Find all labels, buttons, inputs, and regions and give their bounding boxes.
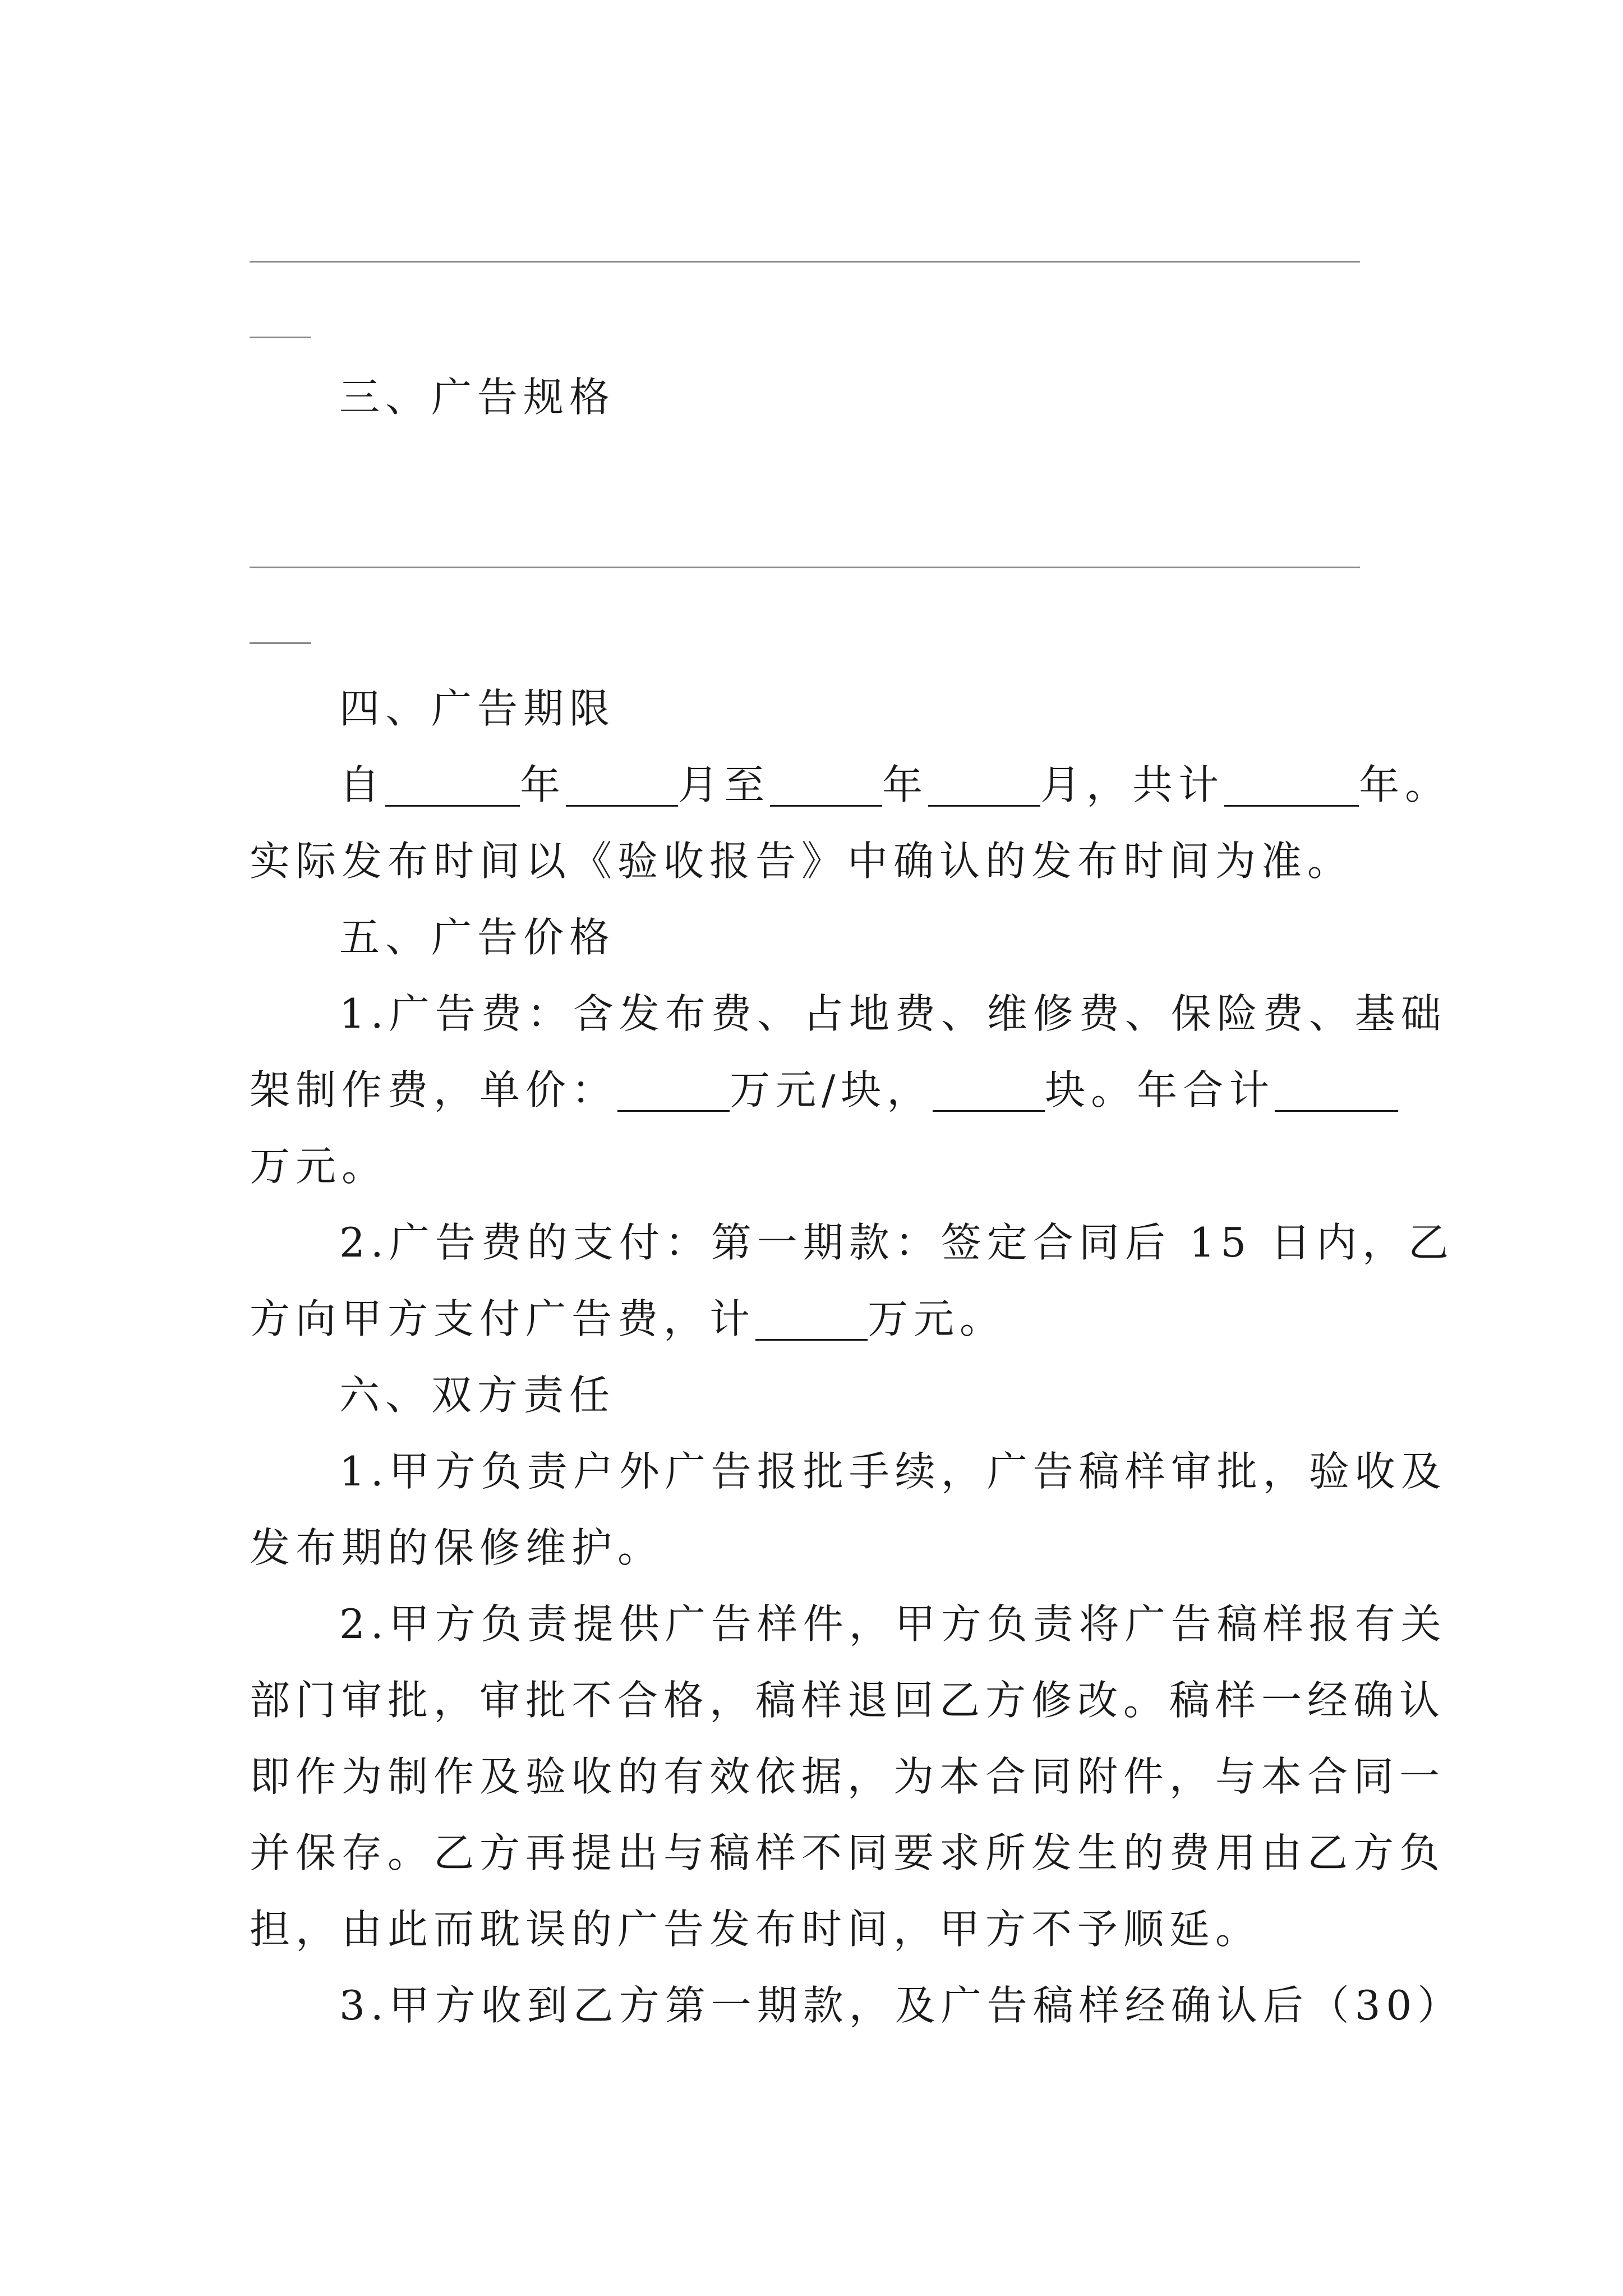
- period-paragraph: [250, 747, 1451, 899]
- text-run: 自: [339, 761, 386, 808]
- price-item-2-line-1: 2.广告费的支付：第一期款：签定合同后 15 日内，乙: [339, 1219, 1455, 1266]
- duty-item-2-line-5: 担，由此而耽误的广告发布时间，甲方不予顺延。: [250, 1906, 1262, 1953]
- text-run: 月至: [678, 761, 771, 808]
- duty-item-2-line-4: 并保存。乙方再提出与稿样不同要求所发生的费用由乙方负: [250, 1829, 1446, 1876]
- price-item-1-line-3: 万元。: [250, 1143, 388, 1190]
- text-run: 年。: [1359, 761, 1451, 808]
- duty-item-2-line-3: 即作为制作及验收的有效依据，为本合同附件，与本合同一: [250, 1753, 1446, 1800]
- fill-line: [250, 567, 1360, 568]
- period-line-2: 实际发布时间以《验收报告》中确认的发布时间为准。: [250, 838, 1354, 885]
- section-heading-6: [250, 1357, 1377, 1433]
- duty-item-2-line-2: 部门审批，审批不合格，稿样退回乙方修改。稿样一经确认: [250, 1677, 1446, 1724]
- text-run: 块。年合计: [1045, 1066, 1275, 1114]
- section-heading-4: [250, 670, 1377, 747]
- start-month-blank[interactable]: [566, 758, 678, 807]
- duty-item-3: [250, 1967, 1464, 2044]
- duty-item-2: [250, 1586, 1447, 1967]
- end-month-blank[interactable]: [928, 758, 1040, 807]
- text-run: 年: [520, 761, 566, 808]
- duty-item-1-line-1: 1.甲方负责户外广告报批手续，广告稿样审批，验收及: [339, 1448, 1447, 1495]
- text-run: 月，共计: [1040, 761, 1225, 808]
- heading-text: 三、广告规格: [339, 374, 616, 421]
- section-heading-3: [250, 359, 1377, 435]
- price-item-2: [250, 1204, 1455, 1357]
- fill-line-end: [250, 642, 311, 644]
- text-run: 年: [882, 761, 929, 808]
- fill-line: [250, 261, 1360, 263]
- heading-text: 六、双方责任: [339, 1372, 616, 1419]
- duty-item-1: [250, 1433, 1447, 1586]
- total-years-blank[interactable]: [1224, 758, 1359, 807]
- section-heading-5: [250, 899, 1377, 976]
- price-item-1-line-1: 1.广告费：含发布费、占地费、维修费、保险费、基础: [339, 990, 1447, 1037]
- end-year-blank[interactable]: [770, 758, 882, 807]
- price-item-1: [250, 976, 1447, 1204]
- text-run: 万元。: [868, 1295, 1006, 1342]
- heading-text: 五、广告价格: [339, 914, 616, 961]
- text-run: 万元/块，: [730, 1066, 933, 1114]
- duty-item-2-line-1: 2.甲方负责提供广告样件，甲方负责将广告稿样报有关: [339, 1600, 1447, 1648]
- price-item-2-line-2: [250, 1281, 1377, 1357]
- annual-total-blank[interactable]: [1275, 1063, 1398, 1112]
- period-line-1: [250, 747, 1451, 823]
- duty-item-1-line-2: 发布期的保修维护。: [250, 1524, 664, 1571]
- text-run: 方向甲方支付广告费，计: [250, 1295, 756, 1342]
- fill-line-end: [250, 337, 311, 338]
- heading-text: 四、广告期限: [339, 685, 616, 732]
- duty-item-3-line-1: 3.甲方收到乙方第一期款，及广告稿样经确认后（30）: [339, 1982, 1464, 2029]
- start-year-blank[interactable]: [385, 758, 520, 807]
- text-run: 架制作费，单价：: [250, 1066, 618, 1114]
- price-item-1-line-2: [250, 1052, 1377, 1128]
- first-payment-blank[interactable]: [755, 1292, 868, 1341]
- quantity-blank[interactable]: [933, 1063, 1045, 1112]
- unit-price-blank[interactable]: [617, 1063, 730, 1112]
